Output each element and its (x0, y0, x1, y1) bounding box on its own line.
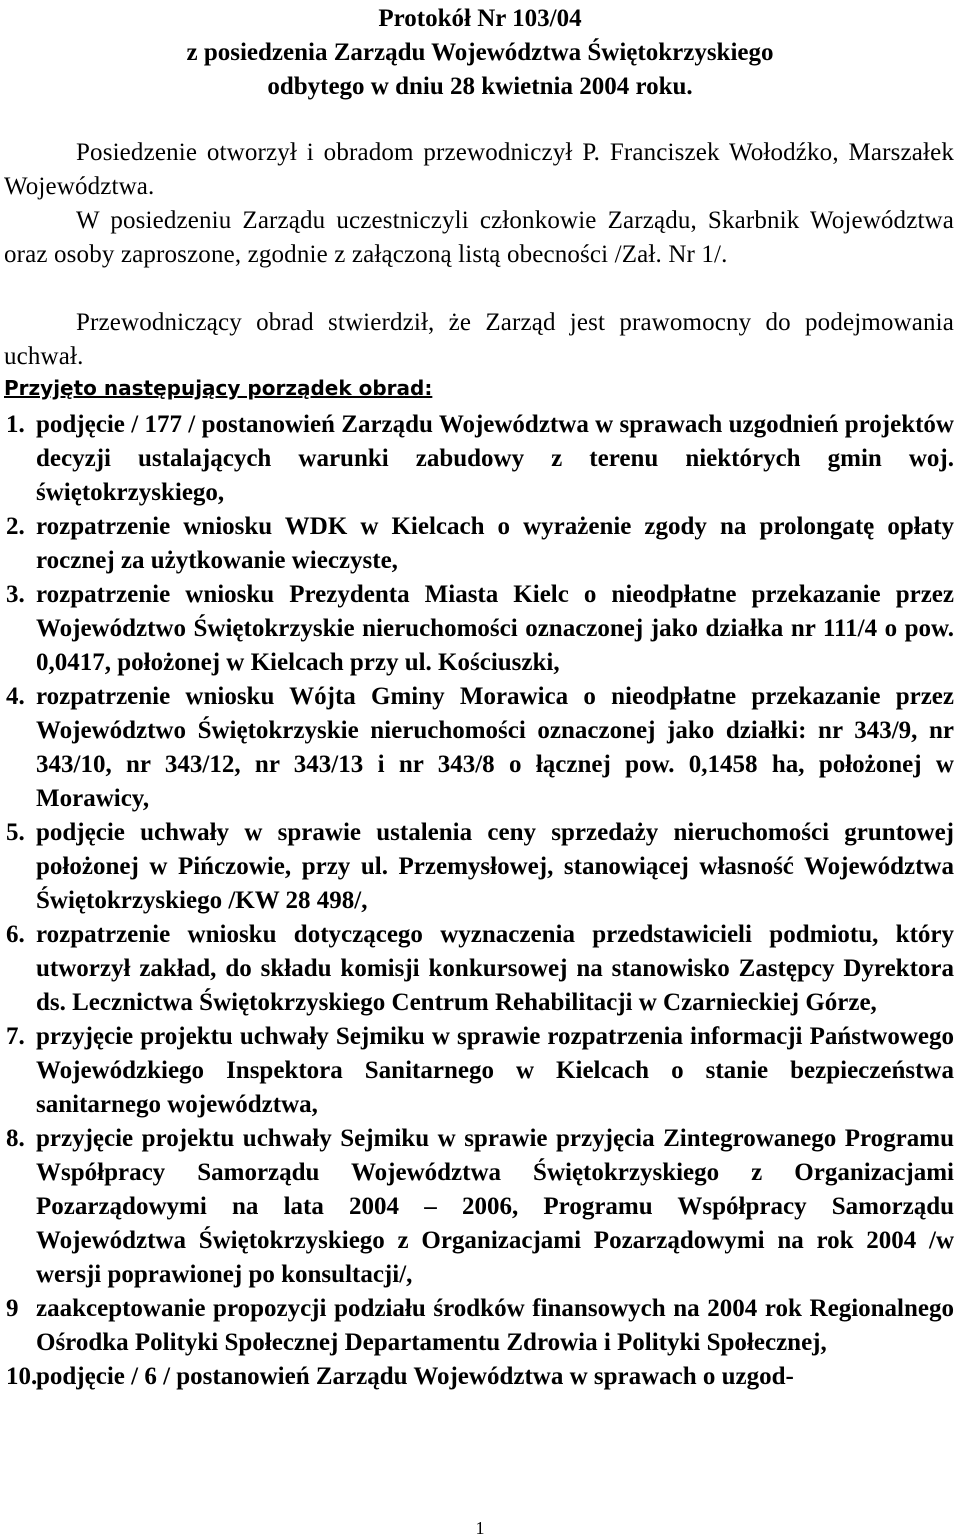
intro-paragraph-attendance: W posiedzeniu Zarządu uczestniczyli członkowie Zarządu, Skarbnik Województwa oraz osoby zaproszone, zgodnie z załączoną listą obecności /Zał. Nr 1/. (4, 207, 954, 268)
agenda-item (0, 918, 954, 1020)
agenda-heading: Przyjęto następujący porządek obrad: (4, 376, 433, 400)
agenda-item-number: 3. (6, 581, 25, 608)
agenda-item-text: rozpatrzenie wniosku Wójta Gminy Morawica o nieodpłatne przekazanie przez Województwo Świętokrzyskie nieruchomości oznaczonej jako działki: nr 343/9, nr 343/10, nr 343/12, nr 343/13 i nr 343/8 o łącznej pow. 0,1458 ha, położonej w Morawicy, (36, 683, 954, 812)
agenda-item-number: 10. (6, 1363, 38, 1390)
agenda-item (0, 408, 954, 510)
intro-paragraph-quorum: Przewodniczący obrad stwierdził, że Zarząd jest prawomocny do podejmowania uchwał. (4, 309, 954, 370)
protocol-date: odbytego w dniu 28 kwietnia 2004 roku. (267, 73, 693, 100)
intro-paragraph-opening: Posiedzenie otworzył i obradom przewodniczył P. Franciszek Wołodźko, Marszałek Województwa. (4, 139, 954, 200)
protocol-title: Protokół Nr 103/04 (378, 5, 582, 32)
agenda-list (0, 408, 960, 1394)
agenda-item (0, 680, 954, 816)
agenda-item (0, 816, 954, 918)
agenda-item-text: podjęcie / 6 / postanowień Zarządu Województwa w sprawach o uzgod- (36, 1363, 794, 1390)
agenda-item-text: podjęcie / 177 / postanowień Zarządu Województwa w sprawach uzgodnień projektów decyzji ustalających warunki zabudowy z terenu niektórych gmin woj. świętokrzyskiego, (36, 411, 954, 506)
agenda-item-number: 5. (6, 819, 25, 846)
agenda-item-number: 2. (6, 513, 25, 540)
agenda-item (0, 1360, 954, 1394)
agenda-item (0, 1020, 954, 1122)
agenda-item (0, 578, 954, 680)
agenda-item-text: przyjęcie projektu uchwały Sejmiku w sprawie rozpatrzenia informacji Państwowego Wojewódzkiego Inspektora Sanitarnego w Kielcach o stanie bezpieczeństwa sanitarnego województwa, (36, 1023, 954, 1118)
agenda-item-text: zaakceptowanie propozycji podziału środków finansowych na 2004 rok Regionalnego Ośrodka Polityki Społecznej Departamentu Zdrowia i Polityki Społecznej, (36, 1295, 954, 1356)
page-number: 1 (475, 1518, 485, 1538)
agenda-item-text: podjęcie uchwały w sprawie ustalenia ceny sprzedaży nieruchomości gruntowej położonej w Pińczowie, przy ul. Przemysłowej, stanowiącej własność Województwa Świętokrzyskiego /KW 28 498/, (36, 819, 954, 914)
agenda-item-number: 1. (6, 411, 25, 438)
agenda-item (0, 510, 954, 578)
protocol-subtitle: z posiedzenia Zarządu Województwa Świętokrzyskiego (186, 39, 774, 66)
agenda-item (0, 1292, 954, 1360)
agenda-item-text: rozpatrzenie wniosku WDK w Kielcach o wyrażenie zgody na prolongatę opłaty rocznej za użytkowanie wieczyste, (36, 513, 954, 574)
agenda-item-text: rozpatrzenie wniosku Prezydenta Miasta Kielc o nieodpłatne przekazanie przez Województwo Świętokrzyskie nieruchomości oznaczonej jako działka nr 111/4 o pow. 0,0417, położonej w Kielcach przy ul. Kościuszki, (36, 581, 954, 676)
agenda-item-number: 9 (6, 1295, 19, 1322)
agenda-item (0, 1122, 954, 1292)
agenda-item-number: 8. (6, 1125, 25, 1152)
agenda-item-text: przyjęcie projektu uchwały Sejmiku w sprawie przyjęcia Zintegrowanego Programu Współpracy Samorządu Województwa Świętokrzyskiego z Organizacjami Pozarządowymi na lata 2004 – 2006, Programu Współpracy Samorządu Województwa Świętokrzyskiego z Organizacjami Pozarządowymi na rok 2004 /w wersji poprawionej po konsultacji/, (36, 1125, 954, 1288)
agenda-item-number: 4. (6, 683, 25, 710)
agenda-item-number: 6. (6, 921, 25, 948)
agenda-item-text: rozpatrzenie wniosku dotyczącego wyznaczenia przedstawicieli podmiotu, który utworzył zakład, do składu komisji konkursowej na stanowisko Zastępcy Dyrektora ds. Lecznictwa Świętokrzyskiego Centrum Rehabilitacji w Czarnieckiej Górze, (36, 921, 954, 1016)
agenda-item-number: 7. (6, 1023, 25, 1050)
